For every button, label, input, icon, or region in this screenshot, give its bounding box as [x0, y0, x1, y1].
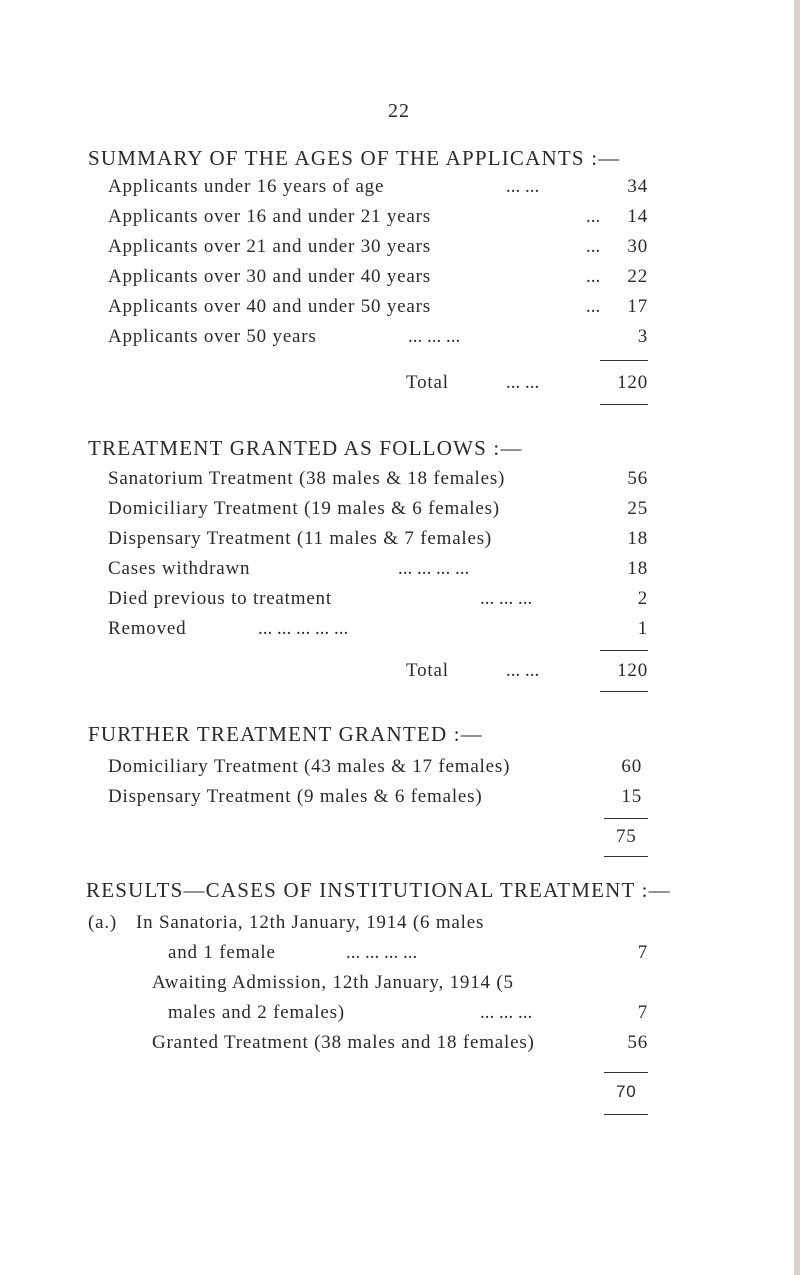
- treatment-row-dots: ... ... ... ... ...: [258, 618, 349, 639]
- treatment-row-value: 25: [627, 498, 648, 519]
- ages-row-label: Applicants over 30 and under 40 years: [108, 266, 431, 287]
- ages-row-label: Applicants over 21 and under 30 years: [108, 236, 431, 257]
- total-dots: ... ...: [506, 660, 540, 681]
- subtotal-rule: [604, 818, 648, 819]
- treatment-row: [108, 528, 648, 556]
- ages-row-dots: ...: [586, 236, 601, 257]
- further-heading: FURTHER TREATMENT GRANTED :—: [88, 722, 483, 746]
- total-dots: ... ...: [506, 372, 540, 393]
- treatment-row-label: Sanatorium Treatment (38 males & 18 females): [108, 468, 506, 489]
- ages-row-dots: ...: [586, 266, 601, 287]
- results-total-value: 70: [616, 1082, 637, 1101]
- results-line-text: and 1 female: [168, 942, 276, 963]
- ages-row-dots: ...: [586, 296, 601, 317]
- further-row: [108, 786, 648, 814]
- treatment-row-value: 18: [627, 528, 648, 549]
- results-line: [88, 942, 648, 970]
- results-marker: (a.): [88, 912, 118, 933]
- further-row-value: 60: [621, 756, 642, 777]
- results-line-text: males and 2 females): [168, 1002, 345, 1023]
- results-line: [88, 1002, 648, 1030]
- ages-row: [108, 296, 648, 324]
- ages-row-value: 17: [627, 296, 648, 317]
- results-line-text: Awaiting Admission, 12th January, 1914 (5: [152, 972, 514, 993]
- treatment-row: [108, 588, 648, 616]
- subtotal-rule: [600, 360, 648, 361]
- ages-row-dots: ...: [586, 206, 601, 227]
- ages-row-value: 22: [627, 266, 648, 287]
- total-rule: [600, 691, 648, 692]
- results-line-dots: ... ... ... ...: [346, 942, 418, 963]
- ages-row-value: 3: [637, 326, 648, 347]
- treatment-total-row: [108, 660, 648, 688]
- total-rule: [604, 856, 648, 857]
- results-line: [88, 1032, 648, 1060]
- ages-row: [108, 266, 648, 294]
- ages-row: [108, 326, 648, 354]
- further-row-label: Domiciliary Treatment (43 males & 17 females): [108, 756, 511, 777]
- treatment-row-label: Removed: [108, 618, 187, 639]
- ages-heading: SUMMARY OF THE AGES OF THE APPLICANTS :—: [88, 146, 621, 170]
- ages-total-row: [108, 372, 648, 400]
- ages-row-label: Applicants over 50 years: [108, 326, 317, 347]
- further-total-value: 75: [616, 826, 637, 847]
- ages-row-value: 34: [627, 176, 648, 197]
- ages-row-dots: ... ...: [506, 176, 540, 197]
- ages-row: [108, 236, 648, 264]
- treatment-row: [108, 468, 648, 496]
- treatment-row-value: 18: [627, 558, 648, 579]
- treatment-row-label: Domiciliary Treatment (19 males & 6 females): [108, 498, 500, 519]
- total-rule: [600, 404, 648, 405]
- page-edge-shadow: [794, 0, 800, 1275]
- total-value: 120: [617, 372, 648, 393]
- results-line-value: 56: [627, 1032, 648, 1053]
- page-number: 22: [388, 100, 410, 122]
- further-row: [108, 756, 648, 784]
- total-rule: [604, 1114, 648, 1115]
- treatment-row-value: 56: [627, 468, 648, 489]
- results-line: [88, 972, 648, 1000]
- treatment-row: [108, 618, 648, 646]
- treatment-row-label: Cases withdrawn: [108, 558, 251, 579]
- results-heading: RESULTS—CASES OF INSTITUTIONAL TREATMENT :—: [86, 878, 671, 902]
- total-label: Total: [406, 372, 449, 393]
- treatment-row-value: 2: [637, 588, 648, 609]
- ages-row-dots: ... ... ...: [408, 326, 461, 347]
- results-line-dots: ... ... ...: [480, 1002, 533, 1023]
- treatment-row-label: Died previous to treatment: [108, 588, 332, 609]
- treatment-row: [108, 498, 648, 526]
- ages-row-value: 30: [627, 236, 648, 257]
- further-row-label: Dispensary Treatment (9 males & 6 females): [108, 786, 483, 807]
- ages-row-value: 14: [627, 206, 648, 227]
- results-line-value: 7: [637, 942, 648, 963]
- treatment-row-label: Dispensary Treatment (11 males & 7 females): [108, 528, 493, 549]
- treatment-row: [108, 558, 648, 586]
- subtotal-rule: [604, 1072, 648, 1073]
- results-line-value: 7: [637, 1002, 648, 1023]
- ages-row-label: Applicants over 40 and under 50 years: [108, 296, 431, 317]
- total-label: Total: [406, 660, 449, 681]
- ages-row-label: Applicants under 16 years of age: [108, 176, 385, 197]
- results-line-text: Granted Treatment (38 males and 18 females): [152, 1032, 535, 1053]
- ages-row: [108, 176, 648, 204]
- total-value: 120: [617, 660, 648, 681]
- ages-row-label: Applicants over 16 and under 21 years: [108, 206, 431, 227]
- treatment-row-dots: ... ... ...: [480, 588, 533, 609]
- subtotal-rule: [600, 650, 648, 651]
- results-line: [88, 912, 648, 940]
- treatment-row-value: 1: [637, 618, 648, 639]
- ages-row: [108, 206, 648, 234]
- treatment-heading: TREATMENT GRANTED AS FOLLOWS :—: [88, 436, 523, 460]
- further-row-value: 15: [621, 786, 642, 807]
- treatment-row-dots: ... ... ... ...: [398, 558, 470, 579]
- results-line-text: In Sanatoria, 12th January, 1914 (6 males: [136, 912, 485, 933]
